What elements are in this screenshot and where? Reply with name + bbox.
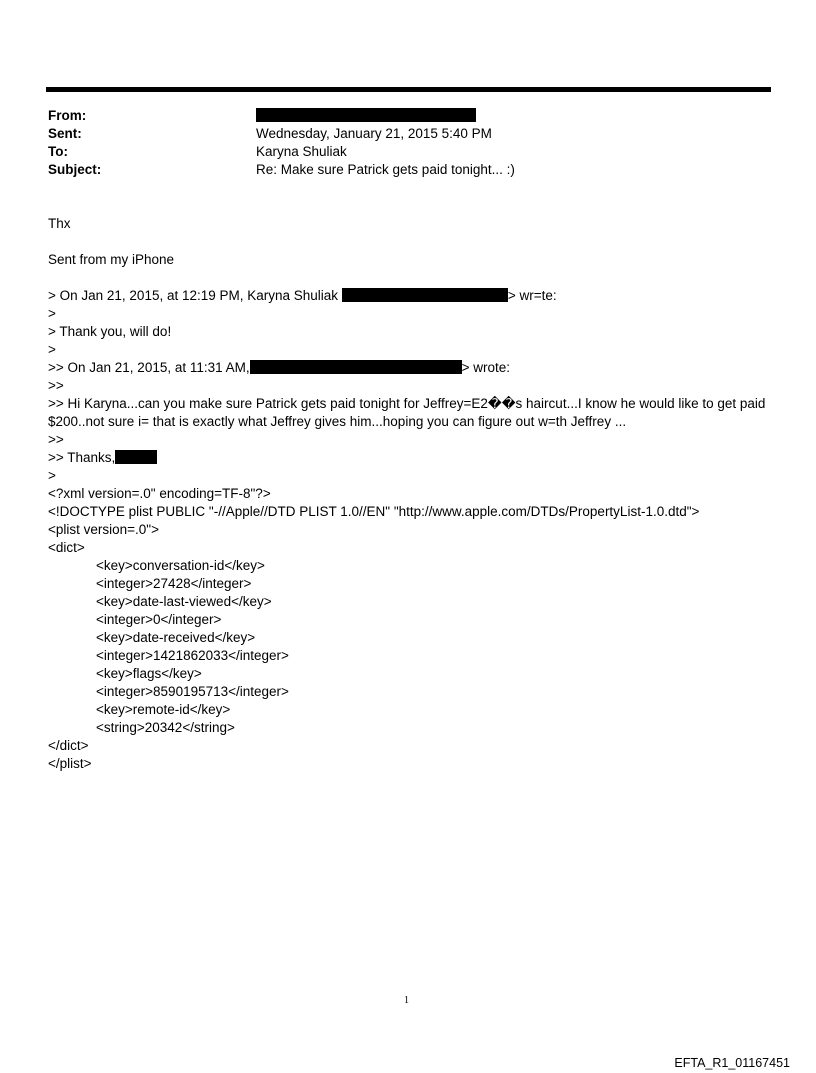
plist-doctype: <!DOCTYPE plist PUBLIC "-//Apple//DTD PLIST 1.0//EN" "http://www.apple.com/DTDs/PropertyList-1.0.dtd"> — [48, 504, 700, 519]
plist-entry: <key>flags</key> — [96, 666, 202, 681]
quote-marker: > — [48, 468, 56, 483]
quote-marker: >> — [48, 432, 64, 447]
page-number: 1 — [404, 995, 409, 1006]
plist-entry: <key>conversation-id</key> — [96, 558, 265, 573]
quote-header-2 — [48, 359, 510, 377]
to-label: To: — [48, 144, 68, 159]
plist-entry: <string>20342</string> — [96, 720, 235, 735]
quote-header-2-pre: >> On Jan 21, 2015, at 11:31 AM, — [48, 360, 250, 375]
quoted-message: >> Hi Karyna...can you make sure Patrick gets paid tonight for Jeffrey=E2��s haircut...I know he would like to get paid $200..not sure i= that is exactly what Jeffrey gives him...hoping you can figure out w=th Jeffrey ... — [48, 396, 766, 429]
dict-close-tag: </dict> — [48, 738, 89, 753]
quote-header-1-pre: > On Jan 21, 2015, at 12:19 PM, Karyna Shuliak — [48, 288, 339, 303]
from-value — [256, 107, 476, 125]
plist-entry: <key>date-received</key> — [96, 630, 256, 645]
redaction-box — [250, 360, 462, 374]
plist-close-tag: </plist> — [48, 756, 92, 771]
bates-number: EFTA_R1_01167451 — [674, 1056, 790, 1070]
from-label: From: — [48, 108, 87, 123]
plist-entry: <key>remote-id</key> — [96, 702, 231, 717]
reply-text: > Thank you, will do! — [48, 324, 172, 339]
quote-marker: > — [48, 342, 56, 357]
quote-marker: > — [48, 306, 56, 321]
plist-entry: <integer>1421862033</integer> — [96, 648, 289, 663]
body-signature: Sent from my iPhone — [48, 252, 175, 267]
plist-entry: <integer>0</integer> — [96, 612, 222, 627]
quote-marker: >> — [48, 378, 64, 393]
dict-open-tag: <dict> — [48, 540, 85, 555]
quote-thanks — [48, 449, 157, 467]
plist-open-tag: <plist version=.0"> — [48, 522, 159, 537]
sent-value: Wednesday, January 21, 2015 5:40 PM — [256, 126, 492, 141]
header-divider — [46, 87, 771, 92]
redaction-box — [342, 288, 508, 302]
subject-value: Re: Make sure Patrick gets paid tonight... :) — [256, 162, 515, 177]
redaction-box — [115, 450, 157, 464]
plist-entry: <integer>8590195713</integer> — [96, 684, 289, 699]
to-value: Karyna Shuliak — [256, 144, 347, 159]
plist-entry: <integer>27428</integer> — [96, 576, 252, 591]
redaction-box — [256, 108, 476, 122]
plist-xml-declaration: <?xml version=.0" encoding=TF-8"?> — [48, 486, 271, 501]
quote-header-2-post: > wrote: — [461, 360, 511, 375]
quote-thanks-text: >> Thanks, — [48, 450, 116, 465]
plist-entry: <key>date-last-viewed</key> — [96, 594, 272, 609]
quote-header-1 — [48, 287, 557, 305]
body-thx: Thx — [48, 216, 71, 231]
sent-label: Sent: — [48, 126, 82, 141]
subject-label: Subject: — [48, 162, 102, 177]
quote-header-1-post: > wr=te: — [507, 288, 557, 303]
